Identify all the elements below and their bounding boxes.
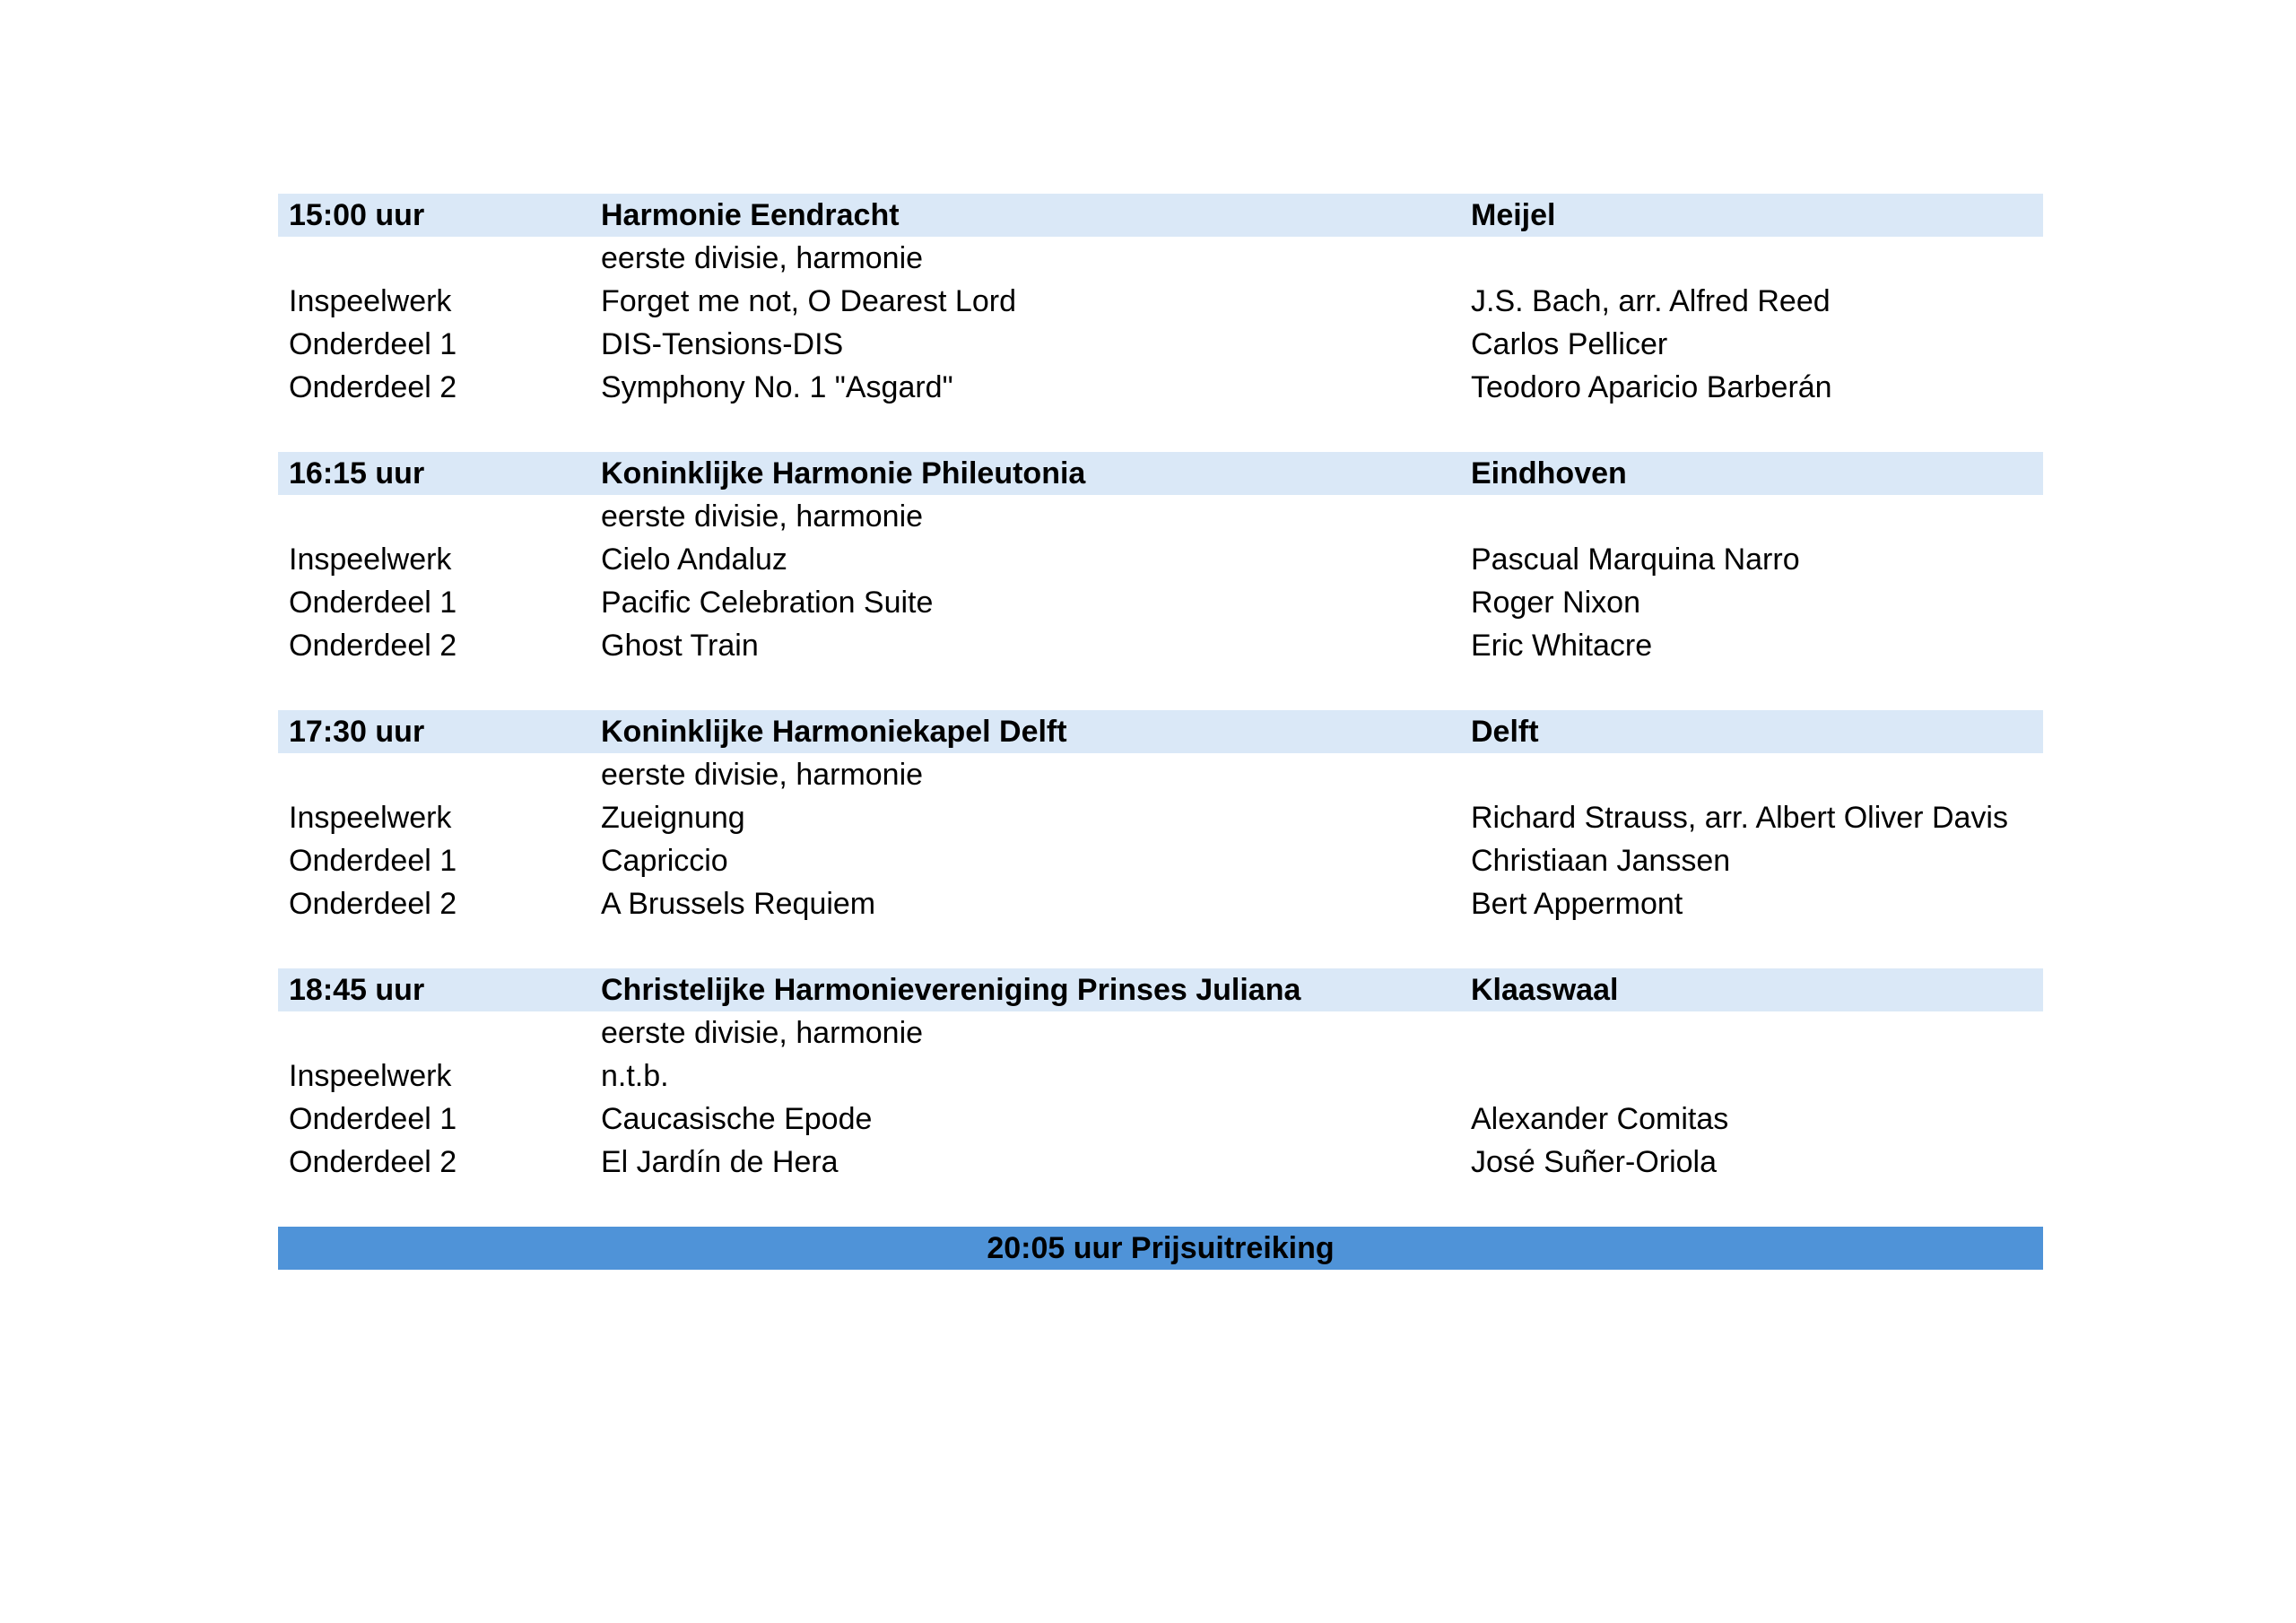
piece-composer: J.S. Bach, arr. Alfred Reed [1471, 284, 1831, 318]
division-label: eerste divisie, harmonie [601, 499, 924, 534]
performance-header-row [278, 194, 2043, 237]
piece-label: Inspeelwerk [289, 284, 452, 318]
division-spacer [278, 495, 590, 538]
piece-title: Cielo Andaluz [601, 542, 787, 577]
orchestra-place: Delft [1471, 715, 1539, 749]
piece-label: Onderdeel 2 [289, 370, 457, 404]
piece-title: Pacific Celebration Suite [601, 586, 934, 620]
performance-block [278, 710, 2043, 925]
piece-composer: Alexander Comitas [1471, 1102, 1729, 1136]
orchestra-name: Christelijke Harmonievereniging Prinses Juliana [601, 973, 1301, 1007]
piece-label: Onderdeel 2 [289, 1145, 457, 1179]
piece-row [278, 882, 2043, 925]
piece-row [278, 1141, 2043, 1184]
piece-row [278, 280, 2043, 323]
performance-block [278, 194, 2043, 409]
piece-label: Onderdeel 1 [289, 844, 457, 878]
piece-title: A Brussels Requiem [601, 887, 876, 921]
prize-ceremony-banner: 20:05 uur Prijsuitreiking [278, 1227, 2043, 1270]
piece-row [278, 1098, 2043, 1141]
piece-composer: Roger Nixon [1471, 586, 1640, 620]
piece-title: DIS-Tensions-DIS [601, 327, 844, 361]
piece-title: Forget me not, O Dearest Lord [601, 284, 1016, 318]
piece-row [278, 538, 2043, 581]
performance-blocks [278, 194, 2043, 1184]
performance-header-row [278, 968, 2043, 1011]
piece-row [278, 323, 2043, 366]
piece-label: Inspeelwerk [289, 1059, 452, 1093]
piece-title: Symphony No. 1 "Asgard" [601, 370, 953, 404]
orchestra-name: Harmonie Eendracht [601, 198, 900, 232]
piece-composer: Christiaan Janssen [1471, 844, 1731, 878]
performance-time: 16:15 uur [289, 456, 425, 490]
piece-title: Zueignung [601, 801, 745, 835]
performance-time: 17:30 uur [289, 715, 425, 749]
piece-label: Onderdeel 1 [289, 1102, 457, 1136]
orchestra-place: Eindhoven [1471, 456, 1627, 490]
piece-row [278, 1055, 2043, 1098]
orchestra-name: Koninklijke Harmonie Phileutonia [601, 456, 1086, 490]
performance-time: 18:45 uur [289, 973, 425, 1007]
performance-time: 15:00 uur [289, 198, 425, 232]
piece-title: Ghost Train [601, 629, 759, 663]
division-row [278, 753, 2043, 796]
piece-composer: Teodoro Aparicio Barberán [1471, 370, 1832, 404]
performance-block [278, 452, 2043, 667]
piece-composer: Bert Appermont [1471, 887, 1683, 921]
schedule-table [278, 194, 2043, 1270]
orchestra-place: Klaaswaal [1471, 973, 1619, 1007]
piece-title: n.t.b. [601, 1059, 669, 1093]
piece-label: Onderdeel 1 [289, 586, 457, 620]
division-row [278, 495, 2043, 538]
piece-row [278, 839, 2043, 882]
division-spacer [278, 237, 590, 280]
piece-title: El Jardín de Hera [601, 1145, 839, 1179]
piece-composer: Eric Whitacre [1471, 629, 1653, 663]
piece-row [278, 624, 2043, 667]
division-label: eerste divisie, harmonie [601, 241, 924, 275]
piece-composer: Carlos Pellicer [1471, 327, 1668, 361]
division-label: eerste divisie, harmonie [601, 1016, 924, 1050]
division-label: eerste divisie, harmonie [601, 758, 924, 792]
division-spacer [1460, 753, 2043, 796]
piece-title: Caucasische Epode [601, 1102, 873, 1136]
division-row [278, 237, 2043, 280]
division-spacer [1460, 495, 2043, 538]
piece-label: Onderdeel 2 [289, 887, 457, 921]
orchestra-place: Meijel [1471, 198, 1556, 232]
division-spacer [278, 753, 590, 796]
piece-composer: Pascual Marquina Narro [1471, 542, 1800, 577]
piece-composer [1460, 1055, 2043, 1098]
piece-title: Capriccio [601, 844, 728, 878]
performance-block [278, 968, 2043, 1184]
division-spacer [1460, 1011, 2043, 1055]
performance-header-row [278, 710, 2043, 753]
performance-header-row [278, 452, 2043, 495]
piece-composer: Richard Strauss, arr. Albert Oliver Davis [1471, 801, 2008, 835]
piece-row [278, 366, 2043, 409]
piece-composer: José Suñer-Oriola [1471, 1145, 1718, 1179]
piece-label: Inspeelwerk [289, 801, 452, 835]
piece-label: Onderdeel 2 [289, 629, 457, 663]
piece-label: Onderdeel 1 [289, 327, 457, 361]
piece-row [278, 796, 2043, 839]
piece-label: Inspeelwerk [289, 542, 452, 577]
division-spacer [278, 1011, 590, 1055]
orchestra-name: Koninklijke Harmoniekapel Delft [601, 715, 1067, 749]
piece-row [278, 581, 2043, 624]
division-spacer [1460, 237, 2043, 280]
division-row [278, 1011, 2043, 1055]
